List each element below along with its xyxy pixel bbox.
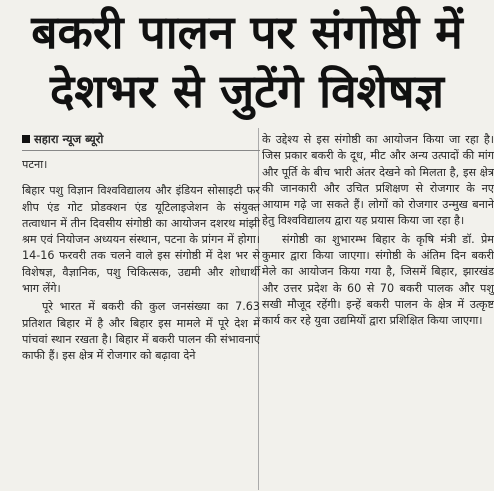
byline — [22, 130, 260, 148]
article-column-right — [262, 132, 494, 332]
byline-text: सहारा न्यूज ब्यूरो — [34, 131, 104, 146]
article-paragraph: के उद्देश्य से इस संगोष्ठी का आयोजन किया जा रहा है। जिस प्रकार बकरी के दूध, मीट और अन्य उत्पादों की मांग और पूर्ति के बीच भारी अंतर देखने को मिलता है, इस क्षेत्र की जानकारी और उचित प्रशिक्षण से रोजगार के नए आयाम गढ़े जा सकते हैं। लोगों को रोजगार उन्मुख बनाने हेतु विश्वविद्यालय द्वारा यह प्रयास किया जा रहा है। — [262, 133, 494, 228]
byline-rule — [22, 150, 260, 151]
dateline: पटना। — [22, 158, 48, 171]
article-paragraph: संगोष्ठी का शुभारम्भ बिहार के कृषि मंत्री डॉ. प्रेम कुमार द्वारा किया जाएगा। संगोष्ठी के अंतिम दिन बकरी मेले का आयोजन किया गया है, जिसमें बिहार, झारखंड और उत्तर प्रदेश के 60 से 70 बकरी पालक और पशु सखी मौजूद रहेंगी। इन्हें बकरी पालन के क्षेत्र में उत्कृष्ट कार्य कर रहे युवा उद्यमियों द्वारा प्रशिक्षित किया जाएगा। — [262, 232, 494, 328]
bullet-square-icon — [22, 135, 30, 143]
article-paragraph: बिहार पशु विज्ञान विश्वविद्यालय और इंडियन सोसाइटी फर शीप एंड गोट प्रोडक्शन एंड यूटिलाइजेशन के संयुक्त तत्वाधान में तीन दिवसीय संगोष्ठी का आयोजन दशरथ मांझी श्रम एवं नियोजन अध्ययन संस्थान, पटना के प्रांगन में होगा। 14-16 फरवरी तक चलने वाले इस संगोष्ठी में देश भर से विशेषज्ञ, वैज्ञानिक, पशु चिकित्सक, उद्यमी और शोधार्थी भाग लेंगे। — [22, 184, 260, 296]
headline-line-2: देशभर से जुटेंगे विशेषज्ञ — [49, 64, 445, 118]
article-column-left — [22, 130, 260, 367]
article-paragraph: पूरे भारत में बकरी की कुल जनसंख्या का 7.63 प्रतिशत बिहार में है और बिहार इस मामले में पूरे देश में पांचवां स्थान रखता है। बिहार में बकरी पालन की संभावनाएं काफी हैं। इस क्षेत्र में रोजगार को बढ़ावा देने — [22, 300, 260, 363]
headline-line-1: बकरी पालन पर संगोष्ठी में — [31, 5, 463, 59]
